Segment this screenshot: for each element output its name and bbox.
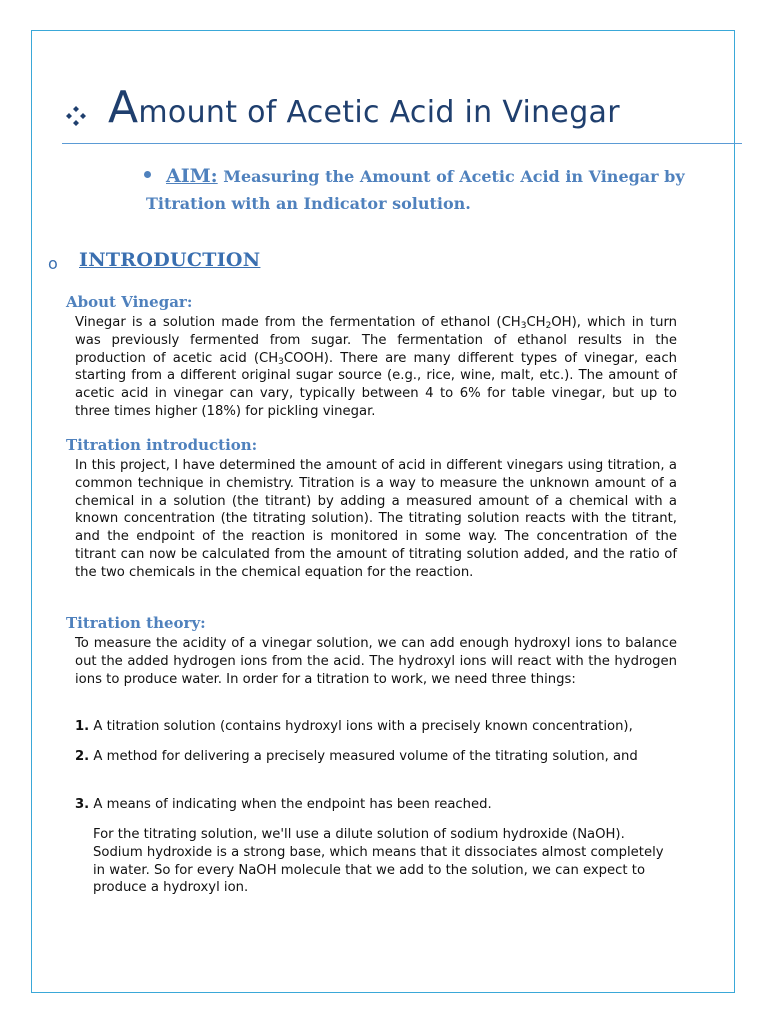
titration-intro-heading: Titration introduction: [66,436,258,454]
list-item: 2. A method for delivering a precisely measured volume of the titrating solution, and [75,749,638,764]
title-row [64,82,724,142]
aim-label: AIM: [166,165,218,187]
introduction-heading: INTRODUCTION [79,249,261,271]
titration-theory-heading: Titration theory: [66,614,206,632]
list-item: 3. A means of indicating when the endpoint has been reached. [75,797,492,812]
about-vinegar-paragraph: Vinegar is a solution made from the fermentation of ethanol $(CH_3CH_2OH)$, which in turn was previously fermented from sugar. The fermentation of ethanol results in the production of acetic acid $(CH_3COOH)$. There are many different types of vinegar, each starting from a different original sugar source (e.g., rice, wine, malt, etc.). The amount of acetic acid in vinegar can vary, typically between 4 to 6% for table vinegar, but up to three times higher (18%) for pickling vinegar. [75,315,677,419]
naoh-paragraph: For the titrating solution, we'll use a dilute solution of sodium hydroxide (NaOH). Sodium hydroxide is a strong base, which means that it dissociates almost completely in water. So for every NaOH molecule that we add to the solution, we can expect to produce a hydroxyl ion. [93,827,664,896]
about-vinegar-heading: About Vinegar: [66,293,193,311]
list-item: 1. A titration solution (contains hydroxyl ions with a precisely known concentration), [75,719,633,734]
title-rest: mount of Acetic Acid in Vinegar [138,95,620,130]
titration-intro-paragraph: In this project, I have determined the amount of acid in different vinegars using titration, a common technique in chemistry. Titration is a way to measure the unknown amount of a chemical in a solution (the titrant) by adding a measured amount of a chemical with a known concentration (the titrating solution). The titrating solution reacts with the titrant, and the endpoint of the reaction is monitored in some way. The concentration of the titrant can now be calculated from the amount of titrating solution added, and the ratio of the two chemicals in the chemical equation for the reaction. [75,458,677,580]
titration-theory-paragraph: To measure the acidity of a vinegar solution, we can add enough hydroxyl ions to balance out the added hydrogen ions from the acid. The hydroxyl ions will react with the hydrogen ions to produce water. In order for a titration to work, we need three things: [75,636,677,687]
diamond-bullet-icon [64,104,88,128]
title-first-letter: A [108,82,139,133]
title-divider [62,143,742,144]
page-title [108,82,620,133]
intro-bullet-icon: o [48,254,58,273]
aim-text: Measuring the Amount of Acetic Acid in Vinegar by Titration with an Indicator solution. [146,167,685,213]
aim-section [146,163,686,217]
